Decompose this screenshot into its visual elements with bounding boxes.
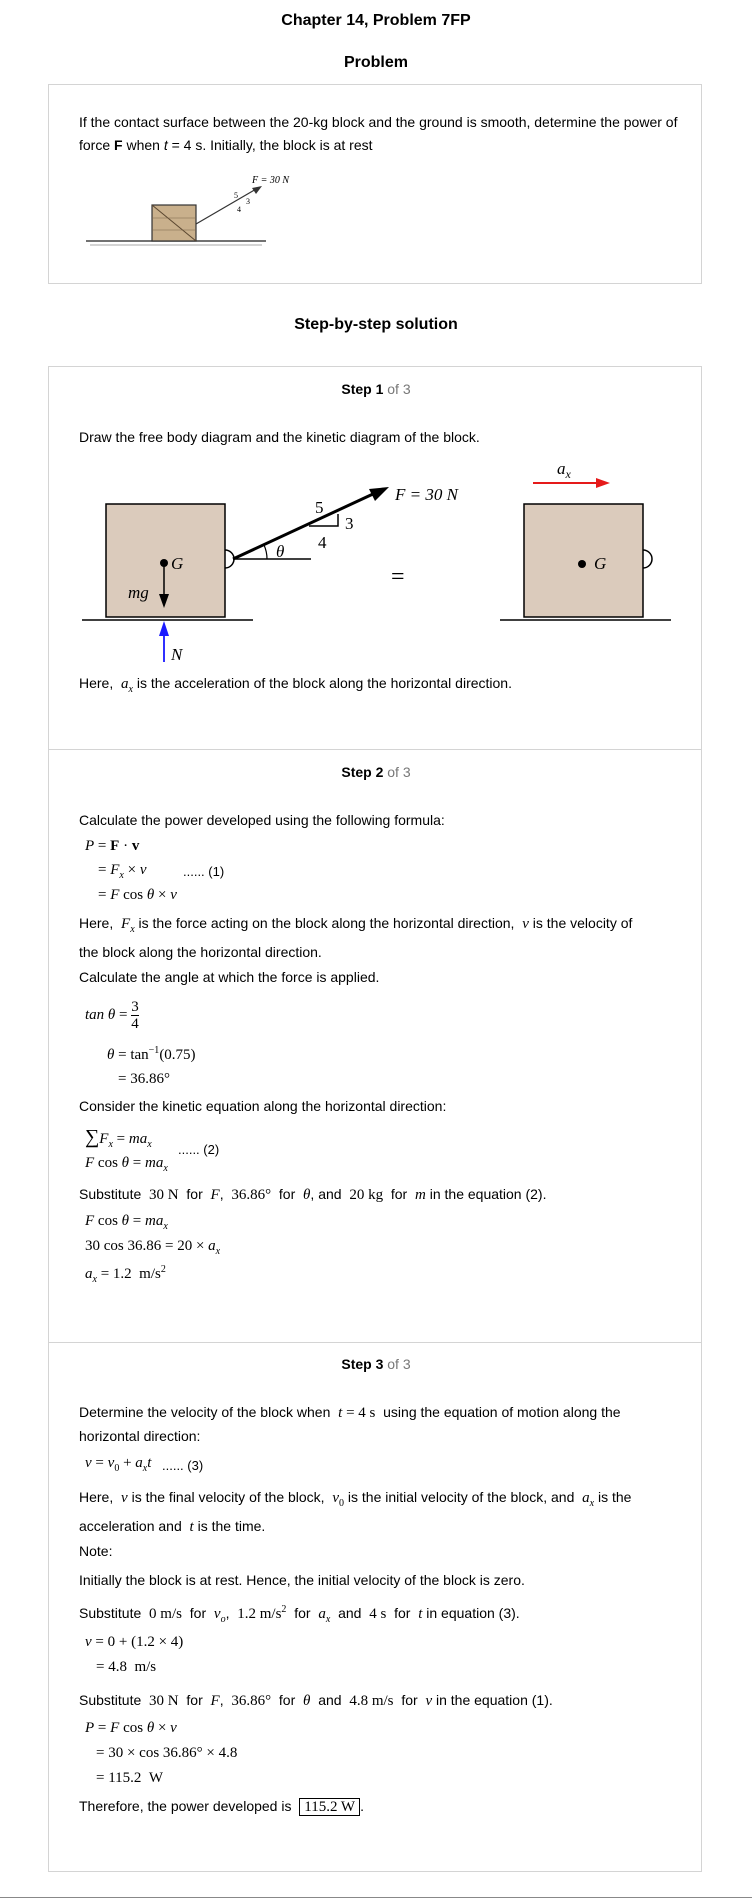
step-3-here: Here, [79,1489,114,1505]
eq-power-2: = $F_x \times v$ [98,862,147,881]
step-3-note: Note: [79,1543,113,1559]
step-3-acc-value: 1.2 m/s [237,1606,282,1622]
problem-figure-4: 4 [237,205,241,214]
step-1-explanation: Here, $a_x$ is the acceleration of the block along the horizontal direction. [79,675,512,695]
step-3-text-1a: Determine the velocity of the block when [79,1404,331,1420]
step-3-sub2-v: 4.8 m/s [349,1693,394,1709]
step-2-for-2: for [278,1186,296,1202]
eq-tag-3: ...... (3) [162,1458,204,1473]
step-2-sub-30: 30 N [149,1187,179,1203]
step-2-for-1: for [186,1186,203,1202]
step-2-and: and [318,1186,342,1202]
eq-accel-2: 30 $\cos 36.86 = 20 \times a_x$ [85,1238,221,1257]
fbd-label-5: 5 [315,498,324,517]
eq-power-final-1: P = F cos θ × v [85,1720,177,1736]
eq-power-final-2: = 30 × cos 36.86° × 4.8 [96,1745,238,1761]
fbd-label-4: 4 [318,533,327,552]
step-3-variable-definitions: Here, v is the final velocity of the block, $v_0$ is the initial velocity of the block, and $a_x$ is the acceleration and t is the time. [79,1489,632,1535]
step-3-and-1: and [338,1605,362,1621]
page-title: Chapter 14, Problem 7FP [281,12,471,29]
step-3-for-2: for [294,1605,311,1621]
step-2-substitute: Substitute 30 N for F, 36.86° for θ, and 20 kg for m in the equation (2). [79,1186,547,1203]
page-bottom-border [0,1897,752,1898]
step-3-rest: Initially the block is at rest. Hence, the initial velocity of the block is zero. [79,1572,525,1588]
eq-kinetic-1: $\sum F_x = ma_x$ [85,1126,152,1150]
step-3-here-b: is the initial velocity of the block, and [344,1489,575,1505]
problem-time-symbol: t [163,137,168,153]
step-3-and-2: and [318,1692,342,1708]
step-3-for-1: for [189,1605,207,1621]
eq-velocity-2: = 4.8 m/s [96,1659,157,1675]
step-3-label: Step 3 [341,1356,384,1372]
problem-figure-force: F = 30 N [252,175,290,186]
problem-statement [79,111,679,157]
step-3-for-5: for [278,1692,296,1708]
step-3-here-2b: is the time. [193,1518,266,1534]
step-3-header [0,1356,752,1372]
step-3-text-1: Determine the velocity of the block when t = 4 s using the equation of motion along the horizontal direction: [79,1404,621,1444]
fbd-label-g: G [171,554,184,573]
problem-figure-5: 5 [234,191,238,200]
step-2-here-end: is the velocity of [528,915,633,931]
eq-theta: $\theta = \tan^{-1}(0.75)$ [107,1045,196,1063]
solution-heading: Step-by-step solution [294,316,458,333]
kinetic-label-ax: $a_x$ [557,459,571,481]
step-3-eq1-end: in the equation (1). [432,1692,553,1708]
fbd-label-mg: mg [128,583,149,602]
kinetic-label-g: G [594,554,607,573]
step-3-conclusion [79,1795,364,1819]
eq-kinetic-2: F $\cos \theta = ma_x$ [85,1155,168,1174]
fbd-label-n: N [171,645,183,664]
problem-figure [86,172,306,252]
step-1-here-rest: is the acceleration of the block along the horizontal direction. [132,675,512,691]
step-3-text-1c: horizontal direction: [79,1428,201,1444]
step-3-substitute-2: Substitute 30 N for F, 36.86° for θ and 4.8 m/s for v in the equation (1). [79,1692,553,1709]
step-1-here: Here, [79,675,114,691]
problem-force-symbol: F [114,137,123,153]
eq-tan-theta: tan θ = $\frac{3}{4}$ [85,999,139,1032]
problem-heading: Problem [343,54,408,71]
step-2-sub-20: 20 kg [349,1187,384,1203]
eq-tag-1: ...... (1) [183,864,225,879]
step-2-here-mid: is the force acting on the block along the horizontal direction, [134,915,515,931]
step-2-text-3: Consider the kinetic equation along the horizontal direction: [79,1098,447,1114]
eq-motion: $v = v_0 + a_xt$ [85,1455,152,1474]
step-1-label: Step 1 [341,381,384,397]
diagram-equals: = [391,564,405,590]
step-3-period: . [360,1798,364,1814]
problem-text-2: when [122,137,164,153]
eq-velocity-1: v = 0 + (1.2 × 4) [85,1634,184,1650]
step-3-of: of 3 [387,1356,411,1372]
step-2-label: Step 2 [341,764,384,780]
acceleration-arrow [596,478,610,488]
eq-power-1: P = F · v [85,838,140,854]
step-3-for-4: for [186,1692,203,1708]
kinetic-center-of-mass [578,560,586,568]
step-1-text: Draw the free body diagram and the kinetic diagram of the block. [79,429,480,445]
step-3-sub2-angle: 36.86° [231,1693,272,1709]
eq-accel-1: F $\cos \theta = ma_x$ [85,1213,168,1232]
problem-text-1: If the contact surface between the 20-kg block and the ground is smooth, determine the power of force [79,114,678,153]
step-3-here-a: is the final velocity of the block, [127,1489,325,1505]
step-3-for-6: for [401,1692,418,1708]
step-3-therefore: Therefore, the power developed is [79,1798,292,1814]
final-answer: 115.2 W [299,1798,360,1816]
step-3-for-3: for [394,1605,411,1621]
eq-accel-3: $a_x = 1.2$ $m/s^2$ [85,1264,166,1285]
step-3-t-value: 4 s [369,1606,387,1622]
fbd-label-3: 3 [345,514,354,533]
step-2-sub-word: Substitute [79,1186,142,1202]
fbd-label-force: F = 30 N [395,485,458,504]
step-2-sub-end: in the equation (2). [425,1186,547,1202]
step-2-for-3: for [390,1186,408,1202]
step-divider-1 [49,749,701,750]
step-3-sub2-30: 30 N [149,1693,179,1709]
step-2-variable-definitions: Here, $F_x$ is the force acting on the block along the horizontal direction, v is the velocity of the block along the horizontal direction. [79,915,633,960]
fbd-label-theta: θ [276,542,285,561]
normal-force-arrow [159,621,169,636]
fbd-kinetic-diagram [79,456,679,671]
problem-figure-3: 3 [246,197,250,206]
step-1-of: of 3 [387,381,411,397]
problem-text-3: = 4 s. Initially, the block is at rest [167,137,373,153]
step-divider-2 [49,1342,701,1343]
step-2-text-1: Calculate the power developed using the following formula: [79,812,445,828]
step-2-here: Here, [79,915,114,931]
eq-power-final-3: = 115.2 W [96,1770,164,1786]
step-3-here-2a: acceleration and [79,1518,182,1534]
eq-theta-value: = 36.86° [118,1071,170,1087]
step-2-here-line2: the block along the horizontal direction. [79,944,322,960]
force-arrow [369,487,389,501]
step-2-text-2: Calculate the angle at which the force is applied. [79,969,380,985]
step-3-sub-word-2: Substitute [79,1692,142,1708]
step-2-sub-angle: 36.86° [231,1187,272,1203]
step-1-header [0,381,752,397]
step-2-of: of 3 [387,764,411,780]
eq-power-3: = F cos θ × v [98,887,177,903]
eq-tag-2: ...... (2) [178,1142,220,1157]
step-3-v0-value: 0 m/s [149,1606,182,1622]
step-3-substitute-1: Substitute 0 m/s for $v_o$, 1.2 $m/s^2$ for $a_x$ and 4 s for t in equation (3). [79,1604,520,1625]
step-3-eq3-end: in equation (3). [422,1605,520,1621]
step-3-here-c: is the [594,1489,632,1505]
step-2-header [0,764,752,780]
step-3-sub-word-1: Substitute [79,1605,142,1621]
step-3-text-1b: using the equation of motion along the [383,1404,621,1420]
